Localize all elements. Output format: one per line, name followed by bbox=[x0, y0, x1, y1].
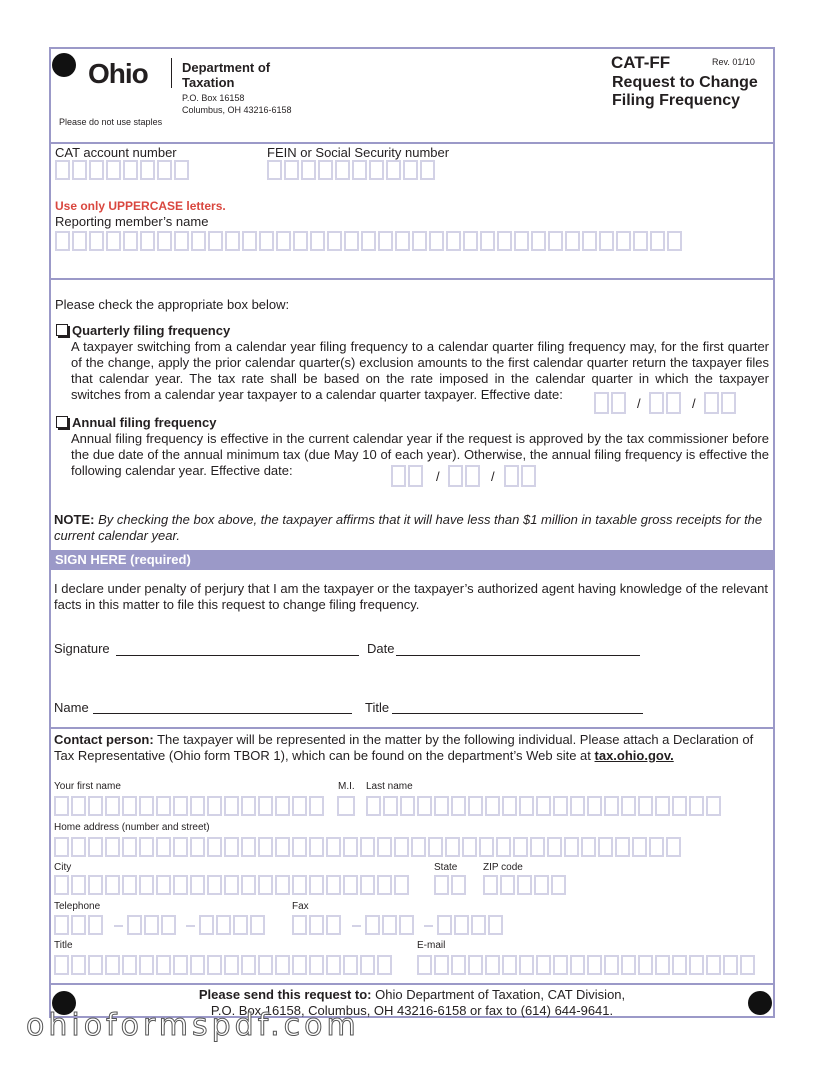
date-separator: / bbox=[637, 396, 641, 411]
fein-input[interactable] bbox=[267, 160, 437, 180]
cat-account-label: CAT account number bbox=[55, 145, 177, 160]
registration-mark bbox=[748, 991, 772, 1015]
mailing-instructions: Please send this request to: Ohio Department of Taxation, CAT Division, P.O. Box 16158, Columbus, OH 43216-6158 or fax to (614) 644-9641. bbox=[198, 987, 626, 1018]
contact-intro: Contact person: The taxpayer will be represented in the matter by the following individual. Please attach a Declaration of Tax Representative (Ohio form TBOR 1), which can be found on the department’s Web site at tax.ohio.gov. bbox=[54, 732, 754, 763]
annual-checkbox[interactable] bbox=[56, 416, 68, 428]
mi-label: M.I. bbox=[338, 781, 355, 792]
mi-input[interactable] bbox=[337, 796, 357, 816]
state-input[interactable] bbox=[434, 875, 468, 895]
divider bbox=[49, 983, 775, 985]
annual-title: Annual filing frequency bbox=[72, 415, 217, 430]
address-label: Home address (number and street) bbox=[54, 822, 210, 833]
contact-title-input[interactable] bbox=[54, 955, 394, 975]
date-separator: / bbox=[692, 396, 696, 411]
zip-label: ZIP code bbox=[483, 862, 523, 873]
email-label: E-mail bbox=[417, 940, 446, 951]
signature-line[interactable] bbox=[116, 655, 359, 656]
fax-dash bbox=[352, 925, 361, 927]
contact-title-label: Title bbox=[54, 940, 73, 951]
city-label: City bbox=[54, 862, 72, 873]
title-line[interactable] bbox=[392, 713, 643, 714]
phone-dash bbox=[186, 925, 195, 927]
uppercase-note: Use only UPPERCASE letters. bbox=[55, 199, 226, 213]
fax-label: Fax bbox=[292, 901, 309, 912]
divider bbox=[49, 278, 775, 280]
member-name-label: Reporting member’s name bbox=[55, 214, 209, 229]
annual-date-year[interactable] bbox=[504, 465, 538, 487]
name-label: Name bbox=[54, 700, 89, 715]
telephone-prefix[interactable] bbox=[127, 915, 178, 935]
revision-date: Rev. 01/10 bbox=[712, 57, 755, 67]
title-label: Title bbox=[365, 700, 390, 715]
telephone-line[interactable] bbox=[199, 915, 267, 935]
date-separator: / bbox=[436, 469, 440, 484]
first-name-input[interactable] bbox=[54, 796, 326, 816]
signature-label: Signature bbox=[54, 641, 110, 656]
fax-dash bbox=[424, 925, 433, 927]
annual-option[interactable] bbox=[56, 415, 216, 431]
annual-date-month[interactable] bbox=[391, 465, 425, 487]
fax-area[interactable] bbox=[292, 915, 343, 935]
department-name: Department of Taxation bbox=[182, 60, 271, 90]
registration-mark bbox=[52, 53, 76, 77]
annual-description: Annual filing frequency is effective in the current calendar year if the request is approved by the tax commissioner before the due date of the annual minimum tax (due May 10 of each year). Otherwise, the annual filing frequency is effective the following calendar year. Effective date: bbox=[71, 431, 769, 478]
quarterly-checkbox[interactable] bbox=[56, 324, 68, 336]
tax-ohio-link[interactable]: tax.ohio.gov. bbox=[594, 748, 674, 763]
divider bbox=[49, 142, 775, 144]
last-name-label: Last name bbox=[366, 781, 413, 792]
logo-divider bbox=[171, 58, 172, 88]
form-id: CAT-FF bbox=[611, 53, 671, 72]
city-input[interactable] bbox=[54, 875, 411, 895]
quarterly-date-year[interactable] bbox=[704, 392, 738, 414]
form-title: Request to Change Filing Frequency bbox=[612, 74, 758, 109]
date-line[interactable] bbox=[396, 655, 640, 656]
annual-date-day[interactable] bbox=[448, 465, 482, 487]
quarterly-option[interactable] bbox=[56, 323, 230, 339]
telephone-area[interactable] bbox=[54, 915, 105, 935]
declaration: I declare under penalty of perjury that I am the taxpayer or the taxpayer’s authorized agent having knowledge of the relevant facts in this matter to file this request to change filing frequency. bbox=[54, 581, 768, 612]
cat-account-input[interactable] bbox=[55, 160, 191, 180]
department-address: P.O. Box 16158 Columbus, OH 43216-6158 bbox=[182, 93, 292, 115]
email-input[interactable] bbox=[417, 955, 757, 975]
fein-label: FEIN or Social Security number bbox=[267, 145, 450, 160]
address-input[interactable] bbox=[54, 837, 683, 857]
check-intro: Please check the appropriate box below: bbox=[55, 297, 290, 312]
telephone-label: Telephone bbox=[54, 901, 101, 912]
watermark: ohioformspdf.com bbox=[26, 1008, 360, 1043]
note: NOTE: By checking the box above, the taxpayer affirms that it will have less than $1 million in taxable gross receipts for the current calendar year. bbox=[54, 512, 763, 543]
first-name-label: Your first name bbox=[54, 781, 121, 792]
ohio-logo: Ohio bbox=[88, 58, 148, 89]
quarterly-title: Quarterly filing frequency bbox=[72, 323, 231, 338]
date-separator: / bbox=[491, 469, 495, 484]
divider bbox=[49, 727, 775, 729]
name-line[interactable] bbox=[93, 713, 352, 714]
fax-prefix[interactable] bbox=[365, 915, 416, 935]
date-label: Date bbox=[367, 641, 395, 656]
fax-line[interactable] bbox=[437, 915, 505, 935]
quarterly-date-month[interactable] bbox=[594, 392, 628, 414]
zip-input[interactable] bbox=[483, 875, 568, 895]
last-name-input[interactable] bbox=[366, 796, 723, 816]
phone-dash bbox=[114, 925, 123, 927]
state-label: State bbox=[434, 862, 458, 873]
staples-note: Please do not use staples bbox=[59, 117, 163, 127]
quarterly-date-day[interactable] bbox=[649, 392, 683, 414]
sign-here-header: SIGN HERE (required) bbox=[49, 550, 775, 570]
quarterly-description: A taxpayer switching from a calendar year filing frequency to a calendar quarter filing frequency may, for the first quarter of the change, apply the prior calendar quarter(s) exclusion amounts to the first calendar quarter return the taxpayer files that calendar year. The tax rate shall be based on the rate imposed in the calendar quarter in which the taxpayer switches from a calendar year taxpayer to a calendar quarter taxpayer. Effective date: bbox=[71, 339, 769, 402]
member-name-input[interactable] bbox=[55, 231, 684, 251]
